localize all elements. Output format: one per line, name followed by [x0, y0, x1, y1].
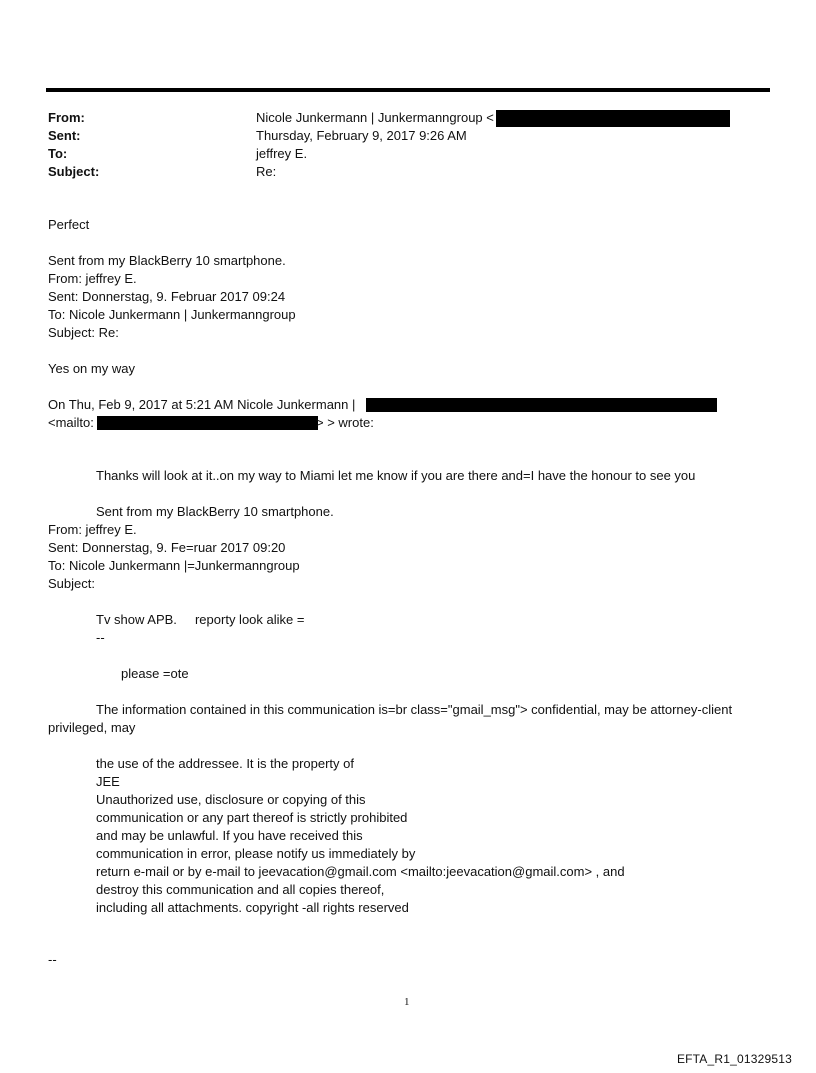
quoted-subject: Subject: Re: [48, 325, 119, 340]
quoted-sent-2: Sent: Donnerstag, 9. Fe=ruar 2017 09:20 [48, 540, 286, 555]
tv-show-line: Tv show APB. reporty look alike = [96, 612, 305, 627]
to-label: To: [48, 146, 68, 161]
sent-label: Sent: [48, 128, 81, 143]
info-line-1: The information contained in this communication is=br class="gmail_msg"> confidential, may be attorney-client [96, 702, 733, 717]
quoted-to-2: To: Nicole Junkermann |=Junkermanngroup [48, 558, 300, 573]
disclaimer-line: Unauthorized use, disclosure or copying of this [96, 792, 366, 807]
to-value: jeffrey E. [256, 146, 308, 161]
header-rule [46, 88, 770, 92]
from-label: From: [48, 110, 85, 125]
quoted-body: Yes on my way [48, 361, 135, 376]
disclaimer-line: JEE [96, 774, 120, 789]
disclaimer-line: the use of the addressee. It is the property of [96, 756, 354, 771]
thanks-line: Thanks will look at it..on my way to Miami let me know if you are there and=I have the honour to see you [96, 468, 696, 483]
subject-value: Re: [256, 164, 277, 179]
disclaimer-line: destroy this communication and all copies thereof, [96, 882, 385, 897]
disclaimer-line: communication in error, please notify us immediately by [96, 846, 416, 861]
disclaimer-line: and may be unlawful. If you have received this [96, 828, 363, 843]
page-number: 1 [404, 996, 410, 1008]
reply-text: Perfect [48, 217, 90, 232]
quoted-subject-2: Subject: [48, 576, 95, 591]
redaction-from-email [496, 110, 730, 127]
mailto-prefix: <mailto: [48, 415, 94, 430]
disclaimer-line: including all attachments. copyright -all rights reserved [96, 900, 409, 915]
redaction-mailto [97, 416, 318, 430]
from-value: Nicole Junkermann | Junkermanngroup < [256, 110, 494, 125]
quoted-sent: Sent: Donnerstag, 9. Februar 2017 09:24 [48, 289, 286, 304]
wrote-suffix: > > wrote: [316, 415, 374, 430]
subject-label: Subject: [48, 164, 100, 179]
on-date-line: On Thu, Feb 9, 2017 at 5:21 AM Nicole Junkermann | [48, 397, 356, 412]
quoted-from-2: From: jeffrey E. [48, 522, 137, 537]
separator-dashes: -- [96, 630, 105, 645]
sent-value: Thursday, February 9, 2017 9:26 AM [256, 128, 467, 143]
disclaimer-line: return e-mail or by e-mail to jeevacation@gmail.com <mailto:jeevacation@gmail.com> , and [96, 864, 625, 879]
closing-dashes: -- [48, 952, 57, 967]
quoted-to: To: Nicole Junkermann | Junkermanngroup [48, 307, 296, 322]
bates-number: EFTA_R1_01329513 [676, 1052, 792, 1066]
signature-line: Sent from my BlackBerry 10 smartphone. [48, 253, 286, 268]
please-note-line: please =ote [121, 666, 189, 681]
disclaimer-line: communication or any part thereof is strictly prohibited [96, 810, 408, 825]
redaction-email-line [366, 398, 717, 412]
info-line-2: privileged, may [48, 720, 136, 735]
quoted-from: From: jeffrey E. [48, 271, 137, 286]
signature-line-2: Sent from my BlackBerry 10 smartphone. [96, 504, 334, 519]
